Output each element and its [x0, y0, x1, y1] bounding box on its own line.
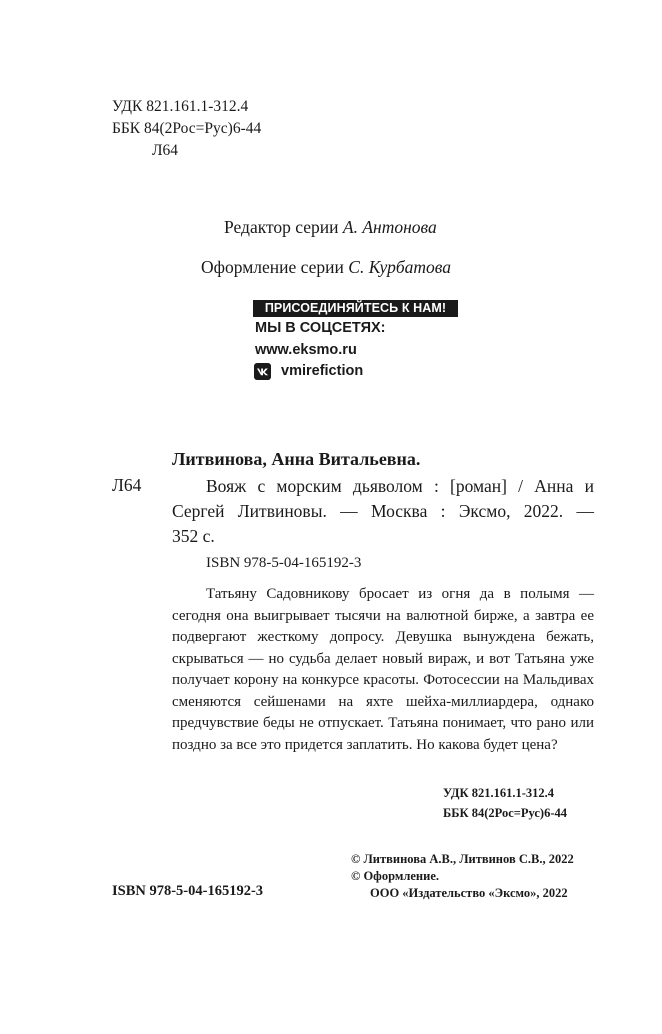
series-editor — [224, 217, 437, 238]
series-design-name: С. Курбатова — [348, 257, 452, 277]
record-bib-line2: Сергей Литвиновы. — Москва : Эксмо, 2022. — — [172, 501, 594, 521]
record-bib-line1: Вояж с морским дьяволом : [роман] / Анна и — [206, 476, 594, 496]
series-editor-name: А. Антонова — [342, 217, 437, 237]
copyright-isbn: ISBN 978-5-04-165192-3 — [112, 883, 264, 899]
series-design-label: Оформление серии — [201, 257, 344, 277]
social-banner: ПРИСОЕДИНЯЙТЕСЬ К НАМ! — [253, 300, 458, 317]
udk-code: УДК 821.161.1-312.4 — [112, 98, 249, 115]
vk-icon — [254, 363, 271, 380]
record-annotation: Татьяну Садовникову бросает из огня да в полымя — сегодня она выигрывает тысячи на валютной бирже, а завтра ее подвергают жесткому допросу. Девушка вынуждена бежать, скрываться — но судьба делает новый вираж, и вот Татьяна уже получает корону на конкурсе красоты. Фотосессии на Мальдивах сменяются сейшенами на яхте шейха-миллиардера, однако предчувствие беды не отпускает. Татьяна понимает, что рано или поздно за все это придется заплатить. Но какова будет цена? — [172, 586, 594, 753]
copyright-authors: © Литвинова А.В., Литвинов С.В., 2022 — [351, 852, 574, 866]
record-author: Литвинова, Анна Витальевна. — [172, 449, 421, 469]
record-udk: УДК 821.161.1-312.4 — [443, 786, 554, 800]
series-design — [201, 257, 451, 278]
author-sign: Л64 — [152, 142, 179, 159]
social-subtitle: МЫ В СОЦСЕТЯХ: — [255, 320, 386, 336]
record-isbn: ISBN 978-5-04-165192-3 — [206, 555, 362, 571]
copyright-publisher: ООО «Издательство «Эксмо», 2022 — [370, 886, 568, 900]
record-bib-line3: 352 с. — [172, 526, 215, 546]
copyright-design: © Оформление. — [351, 869, 440, 883]
record-sign: Л64 — [112, 475, 142, 495]
record-bbk: ББК 84(2Рос=Рус)6-44 — [443, 806, 567, 820]
series-editor-label: Редактор серии — [224, 217, 339, 237]
vk-handle[interactable]: vmirefiction — [281, 363, 364, 379]
website-link[interactable]: www.eksmo.ru — [255, 342, 357, 358]
bbk-code: ББК 84(2Рос=Рус)6-44 — [112, 120, 262, 137]
